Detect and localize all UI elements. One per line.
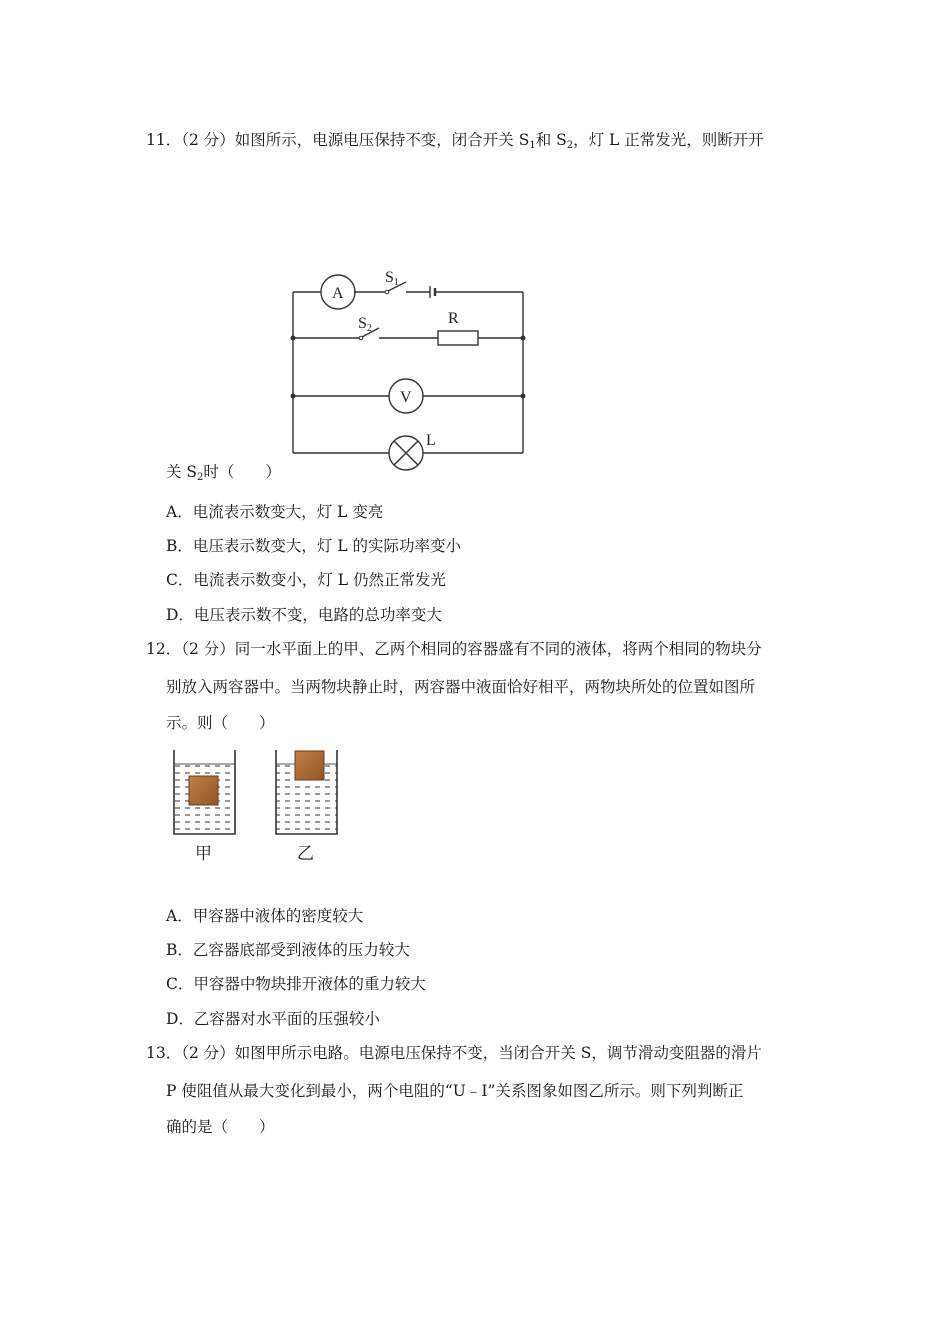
q13-line1-text: （2 分）如图甲所示电路。电源电压保持不变，当闭合开关 S，调节滑动变阻器的滑片 — [181, 1044, 762, 1062]
q13-line1 — [146, 1041, 762, 1063]
container-right — [276, 750, 337, 834]
q11-option-d[interactable]: D．电压表示数不变，电路的总功率变大 — [166, 606, 442, 624]
q11-cont-sub: 2 — [197, 472, 204, 483]
container-label-right: 乙 — [297, 844, 314, 863]
switch2-icon — [359, 336, 363, 340]
q11-option-a[interactable]: A．电流表示数变大，灯 L 变亮 — [166, 503, 384, 521]
block-right — [295, 751, 324, 780]
q11-option-b[interactable]: B．电压表示数变大，灯 L 的实际功率变小 — [166, 537, 462, 555]
q11-cont-b: 时（ ） — [203, 463, 281, 481]
q12-option-c[interactable]: C．甲容器中物块排开液体的重力较大 — [166, 975, 426, 993]
q13-line2: P 使阻值从最大变化到最小，两个电阻的“U﹣I”关系图象如图乙所示。则下列判断正 — [166, 1082, 744, 1100]
switch1-label: S1 — [385, 269, 399, 288]
q12-line2: 别放入两容器中。当两物块静止时，两容器中液面恰好相平，两物块所处的位置如图所 — [166, 678, 756, 696]
q12-line1 — [146, 637, 762, 659]
q12-line3: 示。则（ ） — [166, 714, 275, 732]
q11-circuit-diagram — [280, 262, 540, 472]
resistor-label: R — [448, 310, 459, 327]
q12-number: 12． — [146, 640, 182, 658]
q11-number: 11． — [146, 131, 182, 149]
q11-stem-text-a: 如图所示，电源电压保持不变，闭合开关 S — [234, 131, 530, 149]
q11-stem-text-c: ，灯 L 正常发光，则断开开 — [573, 131, 764, 149]
voltmeter-label: V — [400, 389, 412, 406]
switch2-label: S2 — [358, 315, 372, 334]
q12-option-a[interactable]: A．甲容器中液体的密度较大 — [166, 907, 364, 925]
block-left — [189, 776, 218, 805]
q12-option-d[interactable]: D．乙容器对水平面的压强较小 — [166, 1010, 380, 1028]
q11-score: （2 分） — [181, 131, 235, 149]
container-label-left: 甲 — [195, 844, 212, 863]
switch1-icon — [385, 290, 389, 294]
container-left — [174, 750, 235, 834]
q13-line3: 确的是（ ） — [166, 1118, 275, 1136]
q12-line1-text: （2 分）同一水平面上的甲、乙两个相同的容器盛有不同的液体，将两个相同的物块分 — [181, 640, 762, 658]
q12-option-b[interactable]: B．乙容器底部受到液体的压力较大 — [166, 941, 410, 959]
lamp-label: L — [426, 432, 436, 449]
q11-sub1: 1 — [529, 140, 536, 151]
q11-cont-a: 关 S — [166, 463, 198, 481]
q11-stem — [146, 128, 764, 151]
q13-number: 13． — [146, 1044, 182, 1062]
q11-stem-continued — [166, 460, 281, 483]
q11-sub2: 2 — [566, 140, 574, 151]
q12-containers-figure — [164, 742, 354, 872]
q11-option-c[interactable]: C．电流表示数变小，灯 L 仍然正常发光 — [166, 571, 447, 589]
q11-stem-text-b: 和 S — [535, 131, 567, 149]
ammeter-label: A — [332, 285, 344, 302]
